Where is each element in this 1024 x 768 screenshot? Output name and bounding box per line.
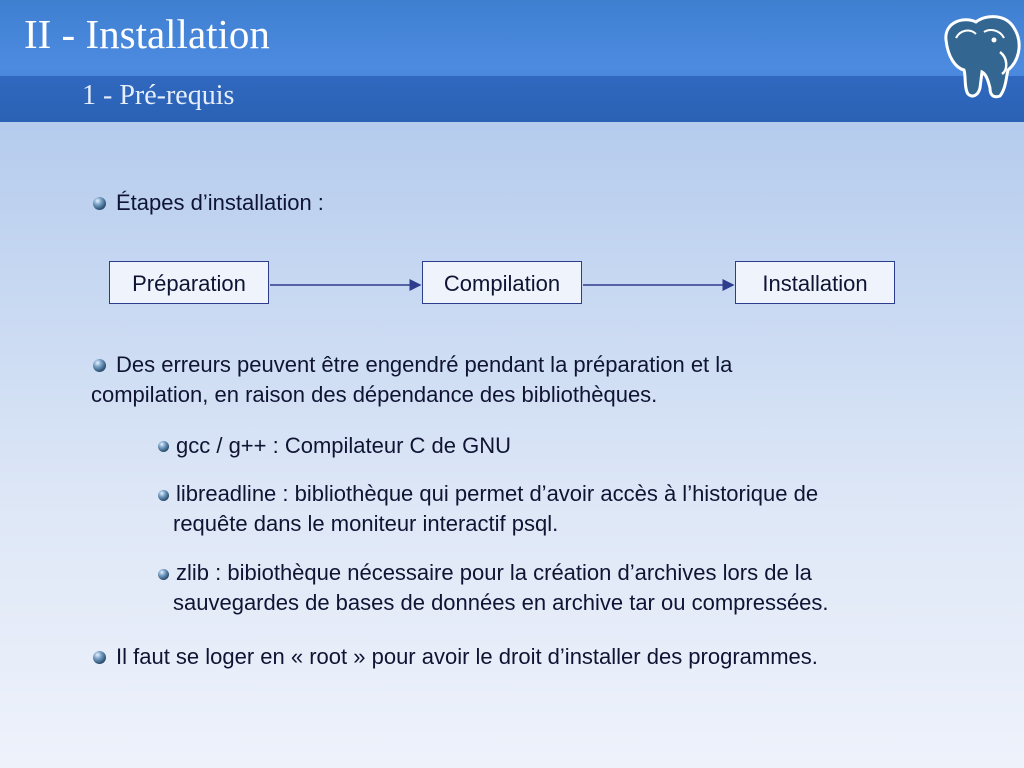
step-box-installation: Installation — [735, 261, 895, 304]
bullet-icon — [93, 651, 106, 664]
sub-bullet-icon — [158, 441, 169, 452]
steps-heading: Étapes d’installation : — [116, 190, 324, 215]
lib-zlib-line1: zlib : bibiothèque nécessaire pour la création d’archives lors de la — [176, 560, 812, 585]
sub-bullet-icon — [158, 490, 169, 501]
bullet-icon — [93, 359, 106, 372]
lib-zlib-line2: sauvegardes de bases de données en archive tar ou compressées. — [173, 590, 829, 615]
step-box-compilation: Compilation — [422, 261, 582, 304]
lib-readline-line2: requête dans le moniteur interactif psql. — [173, 511, 559, 536]
errors-text-line2: compilation, en raison des dépendance des bibliothèques. — [91, 382, 658, 407]
lib-readline-line1: libreadline : bibliothèque qui permet d’avoir accès à l’historique de — [176, 481, 819, 506]
root-note: Il faut se loger en « root » pour avoir le droit d’installer des programmes. — [116, 644, 818, 669]
lib-gcc-line1: gcc / g++ : Compilateur C de GNU — [176, 433, 512, 458]
errors-text-line1: Des erreurs peuvent être engendré pendant la préparation et la — [116, 352, 733, 377]
slide-title: II - Installation — [24, 11, 270, 57]
slide-subtitle: 1 - Pré-requis — [82, 80, 235, 111]
sub-bullet-icon — [158, 569, 169, 580]
step-box-preparation: Préparation — [109, 261, 269, 304]
